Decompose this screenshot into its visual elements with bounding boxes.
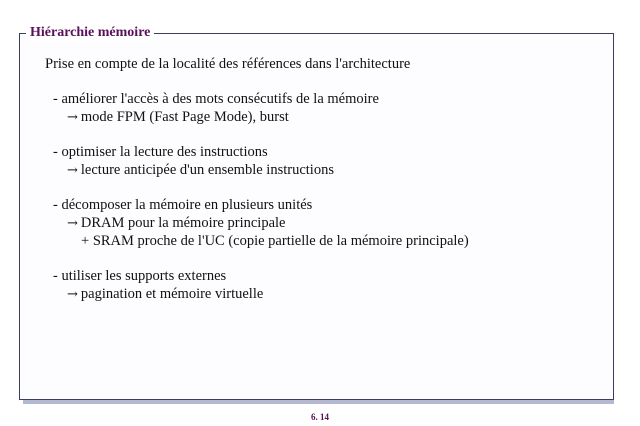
right-arrow-icon: → <box>67 163 78 178</box>
sub-point-text: mode FPM (Fast Page Mode), burst <box>80 109 289 125</box>
page-number: 6. 14 <box>311 412 329 422</box>
bullet-point-2: - optimiser la lecture des instructions <box>53 144 268 160</box>
sub-point-text: lecture anticipée d'un ensemble instructions <box>80 162 334 178</box>
right-arrow-icon: → <box>67 287 78 302</box>
sub-point-text: SRAM proche de l'UC (copie partielle de la mémoire principale) <box>92 233 469 249</box>
bullet-point-4: - utiliser les supports externes <box>53 268 227 284</box>
right-arrow-icon: → <box>67 110 78 125</box>
intro-text: Prise en compte de la localité des références dans l'architecture <box>45 56 411 72</box>
sub-point-text: pagination et mémoire virtuelle <box>80 286 264 302</box>
slide-frame <box>19 33 614 400</box>
bullet-point-1: - améliorer l'accès à des mots consécutifs de la mémoire <box>53 91 379 107</box>
plus-prefix: + <box>81 233 90 249</box>
sub-point-text: DRAM pour la mémoire principale <box>80 215 286 231</box>
right-arrow-icon: → <box>67 216 78 231</box>
bullet-point-3: - décomposer la mémoire en plusieurs unités <box>53 197 313 213</box>
slide-title: Hiérarchie mémoire <box>26 25 154 41</box>
